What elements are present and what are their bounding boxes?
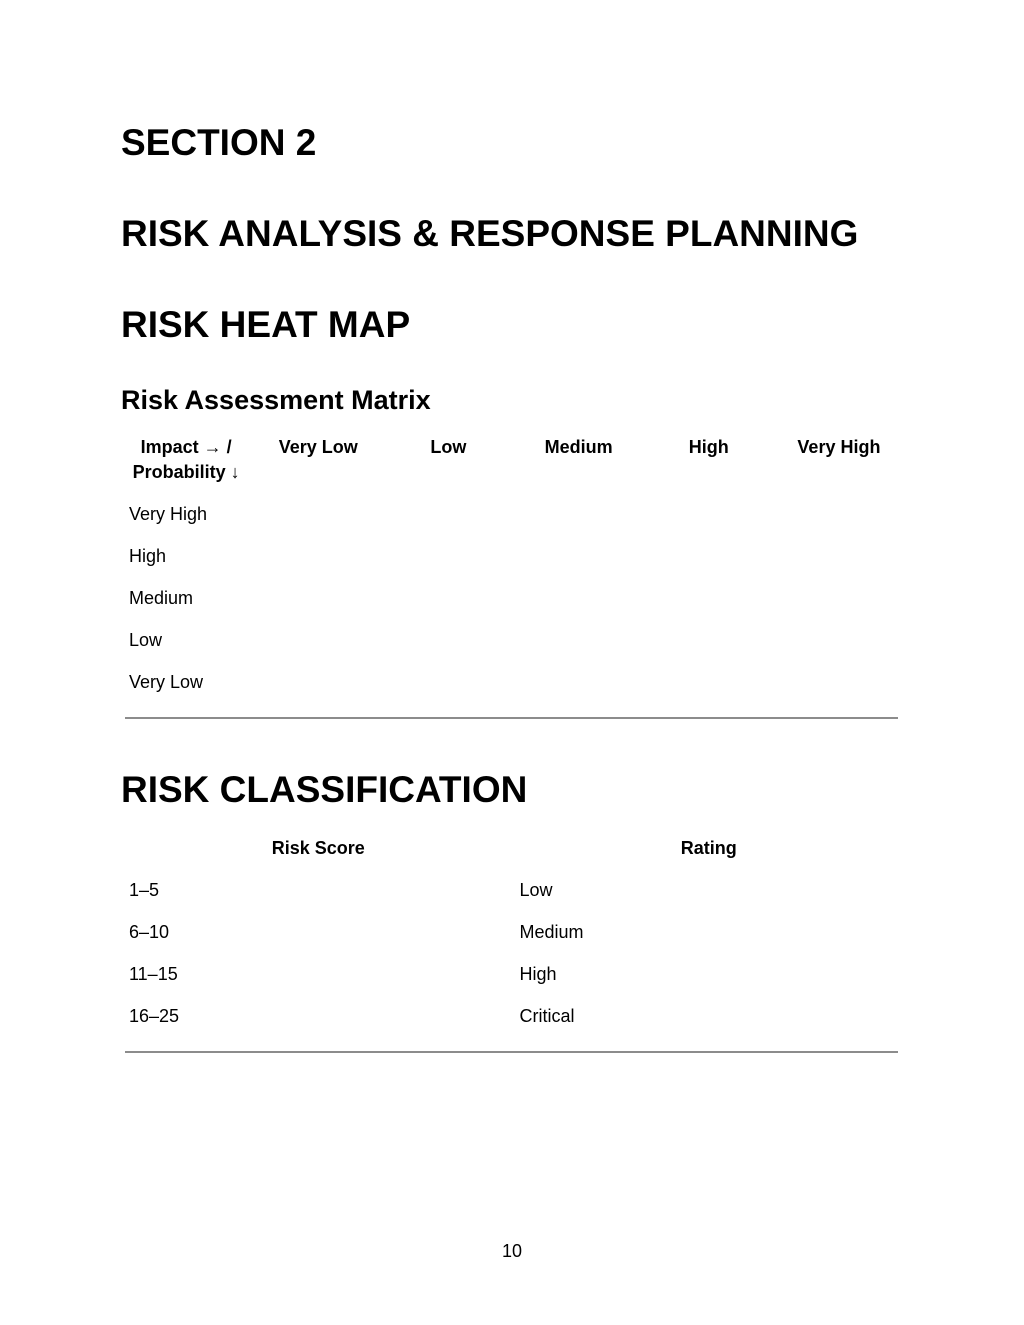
probability-row-label: Very Low xyxy=(129,672,204,692)
impact-column-header: High xyxy=(688,437,729,457)
matrix-row xyxy=(121,502,902,544)
section-divider xyxy=(125,1051,898,1053)
matrix-row xyxy=(121,628,902,670)
probability-row-label: High xyxy=(129,546,167,566)
matrix-corner-header xyxy=(121,435,251,485)
corner-impact-label: Impact → / xyxy=(140,437,232,457)
matrix-subheading: Risk Assessment Matrix xyxy=(121,385,431,415)
matrix-row xyxy=(121,586,902,628)
section-number-heading: SECTION 2 xyxy=(121,122,317,163)
classification-row xyxy=(121,878,902,920)
section-divider xyxy=(125,717,898,719)
rating-cell: Low xyxy=(519,880,553,900)
impact-column-header: Low xyxy=(430,437,467,457)
risk-score-cell: 11–15 xyxy=(129,964,178,984)
classification-row xyxy=(121,962,902,1004)
classification-row xyxy=(121,1004,902,1046)
rating-cell: Critical xyxy=(519,1006,575,1026)
rating-column-header: Rating xyxy=(680,838,737,858)
impact-column-header: Very High xyxy=(797,437,881,457)
rating-cell: Medium xyxy=(519,922,584,942)
classification-heading: RISK CLASSIFICATION xyxy=(121,769,528,810)
matrix-row xyxy=(121,670,902,712)
probability-row-label: Low xyxy=(129,630,163,650)
risk-assessment-matrix xyxy=(121,435,902,712)
rating-cell: High xyxy=(519,964,557,984)
matrix-header-row xyxy=(121,435,902,502)
risk-score-cell: 6–10 xyxy=(129,922,170,942)
classification-row xyxy=(121,920,902,962)
impact-column-header: Very Low xyxy=(278,437,358,457)
probability-row-label: Very High xyxy=(129,504,208,524)
page-number: 10 xyxy=(501,1241,523,1261)
probability-row-label: Medium xyxy=(129,588,194,608)
risk-score-cell: 16–25 xyxy=(129,1006,180,1026)
impact-column-header: Medium xyxy=(544,437,613,457)
risk-score-column-header: Risk Score xyxy=(271,838,365,858)
corner-probability-label: Probability ↓ xyxy=(132,462,240,482)
classification-header-row xyxy=(121,836,902,878)
risk-classification-table xyxy=(121,836,902,1046)
heat-map-heading: RISK HEAT MAP xyxy=(121,304,411,345)
risk-score-cell: 1–5 xyxy=(129,880,160,900)
section-title: RISK ANALYSIS & RESPONSE PLANNING xyxy=(121,213,859,254)
matrix-row xyxy=(121,544,902,586)
